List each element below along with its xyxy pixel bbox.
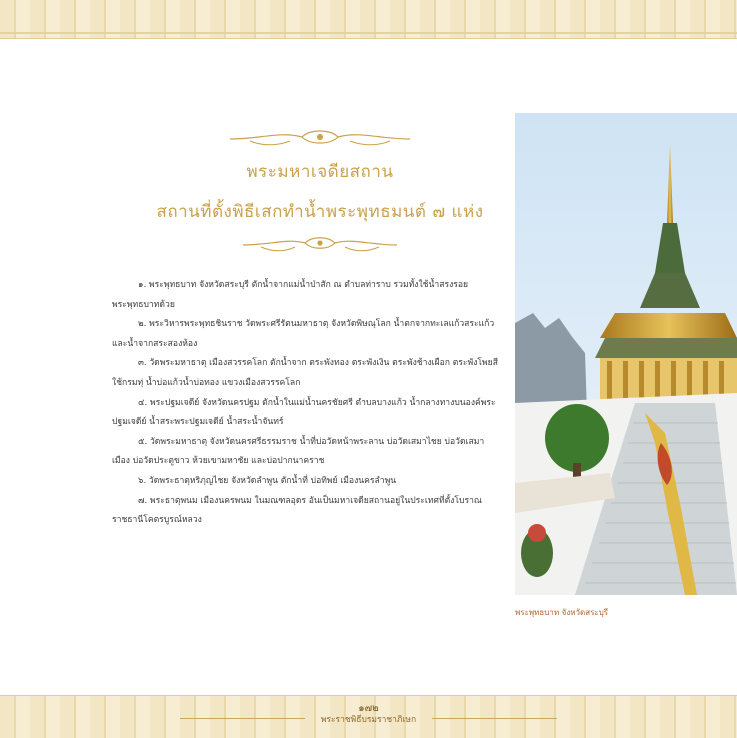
page-number: ๑๗๒ (358, 703, 379, 714)
list-item: ๒. พระวิหารพระพุทธชินราช วัดพระศรีรัตนมหาธาตุ จังหวัดพิษณุโลก น้ำตกจากทะเลแก้วสระแก้ว และน้ำจากสระสองห้อง (112, 319, 495, 349)
bottom-ornament (235, 234, 405, 256)
page-subtitle: สถานที่ตั้งพิธีเสกทำน้ำพระพุทธมนต์ ๗ แห่ง (156, 202, 484, 222)
top-ornament (220, 127, 420, 151)
photo-caption: พระพุทธบาท จังหวัดสระบุรี (515, 608, 609, 617)
body-text (112, 276, 502, 531)
temple-photo (515, 113, 737, 595)
list-item: ๑. พระพุทธบาท จังหวัดสระบุรี ตักน้ำจากแม่น้ำป่าสัก ณ ตำบลท่าราบ รวมทั้งใช้น้ำสรงรอยพระพุทธบาทด้วย (112, 280, 469, 310)
list-item: ๗. พระธาตุพนม เมืองนครพนม ในมณฑลอุดร อันเป็นมหาเจดียสถานอยู่ในประเทศที่ตั้งโบราณราชธานีโคตรบูรณ์หลวง (112, 495, 482, 526)
top-decorative-band (0, 0, 737, 39)
list-item: ๕. วัดพระมหาธาตุ จังหวัดนครศรีธรรมราช น้ำที่บ่อวัดหน้าพระลาน บ่อวัดเสมาไชย บ่อวัดเสมาเมือง บ่อวัดประตูขาว ห้วยเขามหาชัย และบ่อปากนาคราช (112, 436, 485, 467)
list-item: ๖. วัดพระธาตุหริภุญไชย จังหวัดลำพูน ตักน้ำที่ บ่อทิพย์ เมืองนครลำพูน (138, 475, 397, 486)
page-title: พระมหาเจดียสถาน (246, 162, 394, 182)
book-title: พระราชพิธีบรมราชาภิเษก (320, 715, 417, 725)
list-item: ๔. พระปฐมเจดีย์ จังหวัดนครปฐม ตักน้ำในแม่น้ำนครชัยศรี ตำบลบางแก้ว น้ำกลางทางบนองค์พระปฐมเจดีย์ น้ำสระพระปฐมเจดีย์ น้ำสระน้ำจันทร์ (112, 397, 496, 428)
list-item: ๓. วัดพระมหาธาตุ เมืองสวรรคโลก ตักน้ำจาก ตระพังทอง ตระพังเงิน ตระพังช้างเผือก ตระพังโพยสี ใช้กรมทุ่ น้ำบ่อแก้วน้ำบ่อทอง แขวงเมืองสวรรคโลก (112, 358, 498, 388)
